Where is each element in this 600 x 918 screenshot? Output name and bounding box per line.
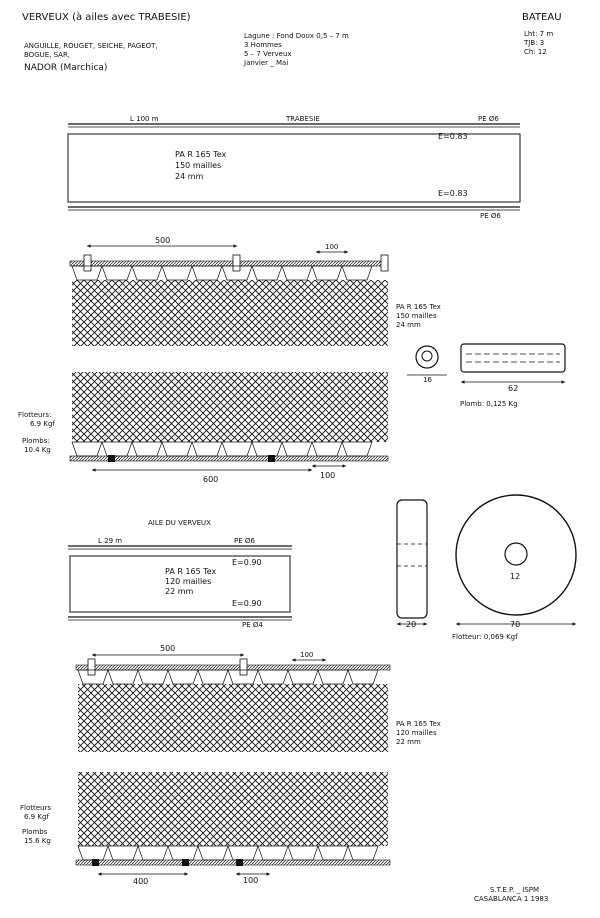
wing-bottom-small-dim: 100 xyxy=(243,876,259,885)
boat-title: BATEAU xyxy=(522,12,562,23)
float-buoyancy-label: Flotteur: 0,069 Kgf xyxy=(452,633,518,641)
trabesie-net-meshes: 150 mailles xyxy=(175,161,222,170)
conditions-line-1: Lagune : Fond Doux 0,5 – 7 m xyxy=(244,32,349,40)
wing-sinkers-value: 15.6 Kg xyxy=(24,837,51,845)
trabesie-net-material: PA R 165 Tex xyxy=(175,150,227,159)
wing-top-small-dim: 100 xyxy=(300,651,314,659)
wing-length: L 29 m xyxy=(98,537,123,545)
wing-e-bottom: E=0.90 xyxy=(232,599,262,608)
trabesie-rope-top: PE Ø6 xyxy=(478,115,499,123)
trabesie-detail-net-material: PA R 165 Tex xyxy=(396,303,441,311)
wing-floats-label: Flotteurs xyxy=(20,804,52,812)
trabesie-e-bottom: E=0.83 xyxy=(438,189,468,198)
trabesie-sinkers-value: 10.4 Kg xyxy=(24,446,51,454)
footer-place-date: CASABLANCA 1 1983 xyxy=(474,895,549,903)
footer-org: S.T.E.P. _ ISPM xyxy=(490,886,540,894)
trabesie-top-small-dim: 100 xyxy=(325,243,339,251)
trabesie-net-size: 24 mm xyxy=(175,172,204,181)
wing-sinkers-label: Plombs xyxy=(22,828,48,836)
wing-sinker-spacing: 400 xyxy=(133,877,149,886)
sinker-weight-label: Plomb: 0,125 Kg xyxy=(460,400,518,408)
trabesie-sinker-spacing: 600 xyxy=(203,475,219,484)
sinker-diameter-dim: 16 xyxy=(423,376,432,384)
float-width-dim: 20 xyxy=(406,620,417,629)
trabesie-float-spacing: 500 xyxy=(155,236,171,245)
species-line-2: BOGUE, SAR, xyxy=(24,51,71,59)
location: NADOR (Marchica) xyxy=(24,63,108,73)
conditions-line-2: 3 Hommes xyxy=(244,41,282,49)
wing-detail-net-meshes: 120 mailles xyxy=(396,729,437,737)
trabesie-detail xyxy=(70,246,388,470)
conditions-line-4: Janvier _ Mai xyxy=(244,59,289,67)
float-hole-dim: 12 xyxy=(510,572,521,581)
wing-rope-top: PE Ø6 xyxy=(234,537,255,545)
wing-title: AILE DU VERVEUX xyxy=(148,519,211,527)
wing-net-size: 22 mm xyxy=(165,587,194,596)
wing-detail-net-material: PA R 165 Tex xyxy=(396,720,441,728)
float-diameter-dim: 70 xyxy=(510,620,521,629)
trabesie-detail-net-size: 24 mm xyxy=(396,321,421,329)
trabesie-floats-label: Flotteurs: xyxy=(18,411,52,419)
trabesie-title: TRABESIE xyxy=(286,115,320,123)
boat-spec-length: Lht: 7 m xyxy=(524,30,554,38)
trabesie-length: L 100 m xyxy=(130,115,159,123)
boat-spec-tjb: TJB: 3 xyxy=(524,39,545,47)
wing-net-meshes: 120 mailles xyxy=(165,577,212,586)
wing-e-top: E=0.90 xyxy=(232,558,262,567)
species-line-1: ANGUILLE, ROUGET, SEICHE, PAGEOT, xyxy=(24,42,158,50)
wing-detail-net-size: 22 mm xyxy=(396,738,421,746)
float-part-drawing xyxy=(397,495,576,624)
trabesie-sinkers-label: Plombs: xyxy=(22,437,50,445)
trabesie-bottom-small-dim: 100 xyxy=(320,471,336,480)
wing-float-spacing: 500 xyxy=(160,644,176,653)
wing-detail xyxy=(76,655,390,874)
trabesie-rope-bottom: PE Ø6 xyxy=(480,212,501,220)
wing-net-material: PA R 165 Tex xyxy=(165,567,217,576)
trabesie-floats-value: 6.9 Kgf xyxy=(30,420,55,428)
boat-spec-power: Ch: 12 xyxy=(524,48,547,56)
doc-title: VERVEUX (à ailes avec TRABESIE) xyxy=(22,12,191,23)
conditions-line-3: 5 – 7 Verveux xyxy=(244,50,292,58)
wing-floats-value: 6.9 Kgf xyxy=(24,813,49,821)
trabesie-e-top: E=0.83 xyxy=(438,132,468,141)
wing-rope-bottom: PE Ø4 xyxy=(242,621,263,629)
trabesie-detail-net-meshes: 150 mailles xyxy=(396,312,437,320)
sinker-length-dim: 62 xyxy=(508,384,519,393)
